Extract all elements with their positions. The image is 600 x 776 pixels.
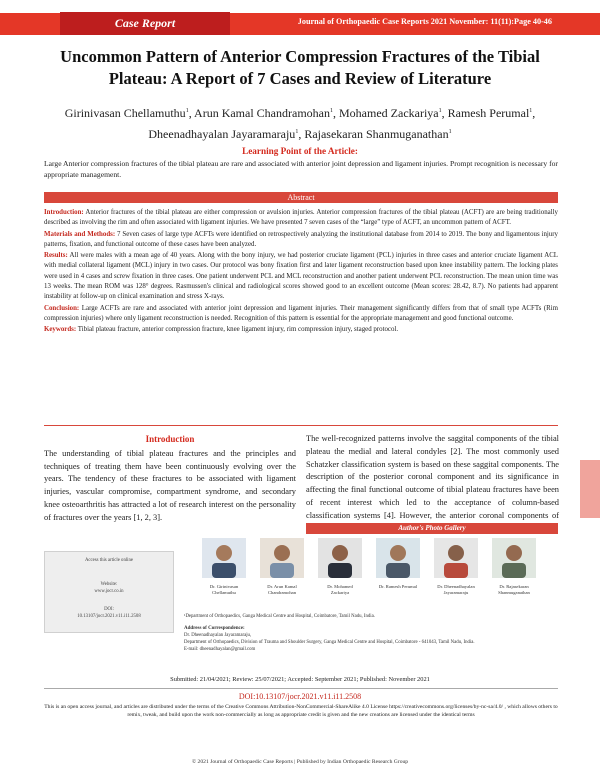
article-doi-link[interactable]: DOI:10.13107/jocr.2021.v11.i11.2508 [238,692,362,701]
author-photo-caption [318,584,362,595]
author-photo-card [492,538,536,595]
correspondence-name: Dr. Dheenadhayalan Jayaramaraju, [184,633,252,638]
caption-line-1: Dr. Dheenadhayalan [437,584,475,589]
author-portrait-icon [318,538,362,578]
author-photo-card [376,538,420,590]
page-edge-tab [580,460,600,518]
abstract-results [44,251,558,302]
author-portrait-icon [376,538,420,578]
correspondence-title: Address of Correspondence: [184,626,245,631]
author-name[interactable]: Girinivasan Chellamuthu [64,106,186,120]
caption-line-2: Chandramohan [267,589,297,595]
article-type-label: Case Report [60,12,230,35]
author-photo-caption [260,584,304,595]
author-name[interactable]: Dheenadhayalan Jayaramaraju [148,127,296,141]
caption-line-2: Shanmuganathan [498,589,530,595]
author-name[interactable]: Arun Kamal Chandramohan [194,106,330,120]
author-photo-gallery [178,538,558,606]
section-text: Tibial plateau fracture, anterior compression fracture, knee ligament injury, rim compression injury, staged protocol. [76,326,399,334]
author-photo-card [434,538,478,595]
author-separator: , [188,106,195,120]
section-text: Anterior fractures of the tibial plateau are either compression or avulsion injuries. Anterior compression fractures of the tibial plateau (ACFT) are are being traditionally described as involving the rim and often associated with ligament injuries. We have presented 7 seven cases of the “large” type of ACFT, an uncommon pattern of ACFT. [44,209,558,227]
website-link[interactable]: www.jocr.co.in [94,589,124,594]
author-separator: , [441,106,448,120]
author-affiliation-mark: 1 [295,129,299,135]
caption-line-1: Dr. Ramesh Perumal [378,584,418,589]
author-affiliation-mark: 1 [185,108,189,114]
author-photo-caption [202,584,246,595]
section-label: Conclusion: [44,304,80,312]
learning-point-title: Learning Point of the Article: [242,146,358,156]
section-label: Keywords: [44,326,77,334]
caption-line-1: Dr. Rajasekaran [499,584,529,589]
body-column-left [44,433,296,525]
author-portrait-icon [260,538,304,578]
caption-line-2: Chellamuthu [212,589,236,595]
section-text: Large ACFTs are rare and associated with anterior joint depression and ligament injuries. Their management significantly differs from that of small type ACFTs (Rim compression injuries) where only ligament reconstruction is needed. Recognition of this pattern is essential for the appropriate management and good functional outcome. [44,304,558,322]
author-line-2 [40,123,560,144]
article-title: Uncommon Pattern of Anterior Compression Fractures of the Tibial Plateau: A Report of 7 Cases and Review of Literature [60,47,540,88]
caption-line-1: Dr. Mohamed Zackariya [327,584,353,595]
abstract-heading: Abstract [44,192,558,203]
section-label: Introduction: [44,209,84,216]
author-affiliation-mark: 1 [529,108,533,114]
publication-dates: Submitted: 21/04/2021; Review: 25/07/2021; Accepted: September 2021; Published: November 2021 [170,676,430,683]
author-portrait-icon [434,538,478,578]
license-statement: This is an open access journal, and articles are distributed under the terms of the Creative Commons Attribution-NonCommercial-ShareAlike 4.0 License https://creativecommons.org/licenses/by-nc-sa/4.0/ , which allows others to remix, tweak, and build upon the work non-commercially as long as appropriate credit is given and the new creations are licensed under the identical terms [44,704,558,719]
department-affiliation: ¹Department of Orthopaedics, Ganga Medical Centre and Hospital, Coimbatore, Tamil Nadu, India. [184,614,375,619]
caption-line-1: Dr. Girinivasan [209,584,239,589]
section-label: Results: [44,252,68,260]
author-list [40,102,560,144]
doi-label: DOI: [104,607,114,612]
abstract-methods [44,230,558,251]
author-photo-caption [434,584,478,595]
author-photo-card [318,538,362,595]
abstract-conclusion [44,304,558,325]
photo-gallery-heading: Author's Photo Gallery [306,523,558,534]
copyright-line: © 2021 Journal of Orthopaedic Case Reports | Published by Indian Orthopaedic Research Group [191,759,409,765]
website-label: Website: [100,582,118,587]
introduction-text-left: The understanding of tibial plateau fractures and the principles and techniques of treating them have been continuously evolving over the years. The tendency of these fractures to be associated with ligament injuries, vascular compromise, compartment syndrome, and secondary knee osteoarthritis has attracted a lot of research interest on the personality of fractures over the years [1, 2, 3]. [44,448,296,522]
correspondence-email[interactable]: E-mail: dheenadhayalan@gmail.com [184,647,256,652]
journal-citation: Journal of Orthopaedic Case Reports 2021 November: 11(11):Page 40-46 [297,17,552,26]
author-name[interactable]: Ramesh Perumal [447,106,530,120]
abstract-body [44,208,558,337]
affiliation-block [184,613,554,653]
caption-line-1: Dr. Arun Kamal [267,584,297,589]
abstract-keywords [44,325,558,335]
access-online-text: Access this article online [84,558,134,563]
author-separator: , [298,127,305,141]
section-label: Materials and Methods: [44,230,116,238]
introduction-text-right: The well-recognized patterns involve the saggital components of the tibial plateau the medial and lateral condyles [2]. The most commonly used Schatzker classification system is based on these saggital components. The description of the posterior coronal component and its significance in affecting the final functional outcome of tibial plateau fractures have been of recent interest which led to the acceptance of column-based classification systems [4]. However, the anterior coronal components of [306,434,559,520]
author-name[interactable]: Mohamed Zackariya [339,106,439,120]
author-photo-card [202,538,246,595]
abstract-bottom-rule [44,425,558,426]
author-affiliation-mark: 1 [448,129,452,135]
author-separator: , [333,106,339,120]
author-photo-card [260,538,304,595]
author-photo-caption [376,584,420,590]
caption-line-2: Jayaramaraju [443,589,469,595]
author-separator: , [532,106,536,120]
author-portrait-icon [202,538,246,578]
footer-rule [44,688,558,689]
author-portrait-icon [492,538,536,578]
author-name[interactable]: Rajasekaran Shanmuganathan [304,127,449,141]
article-access-box [44,551,174,633]
author-photo-caption [492,584,536,595]
introduction-heading: Introduction [145,434,195,444]
body-column-right [306,433,559,535]
section-text: All were males with a mean age of 40 years. Along with the bony injury, we had posterior cruciate ligament (PCL) injuries in three cases and anterior cruciate ligament ACL with medial collateral ligament (MCL) injury in two cases. Our protocol was bony fixation first and later ligament reconstruction based upon knee instability pattern. The locking plates were used in 4 cases and screw fixation in three cases. One patient underwent PCL and MCL reconstruction and another patient underwent PCL reconstruction. The mean union time was 13 weeks. The mean ROM was 128° degrees. Rasmussen's clinical and radiological scores showed good to an excellent outcome (Mean scores: 28.42, 8.7). No patients had apparent instability at follow-up on clinical examination and stress X-rays. [44,252,558,301]
author-line-1 [40,102,560,123]
section-text: 7 Seven cases of large type ACFTs were identified on retrospectively analyzing the institutional database from 2014 to 2019. The bony and ligamentous injury patterns, fixation, and functional outcome of these cases have been analyzed. [44,230,558,248]
doi-value: 10.13107/jocr.2021.v11.i11.2508 [77,614,141,619]
learning-point-text: Large Anterior compression fractures of the tibial plateau are rare and associated with anterior joint depression and ligament injuries. Prompt recognition is necessary for appropriate management. [44,159,558,179]
correspondence-department: Department of Orthopaedics, Division of Trauma and Shoulder Surgery, Ganga Medical Centre and Hospital, Coimbatore - 641043, Tamil Nadu, India. [184,640,475,645]
author-affiliation-mark: 1 [438,108,442,114]
author-affiliation-mark: 1 [330,108,333,114]
abstract-introduction [44,208,558,229]
